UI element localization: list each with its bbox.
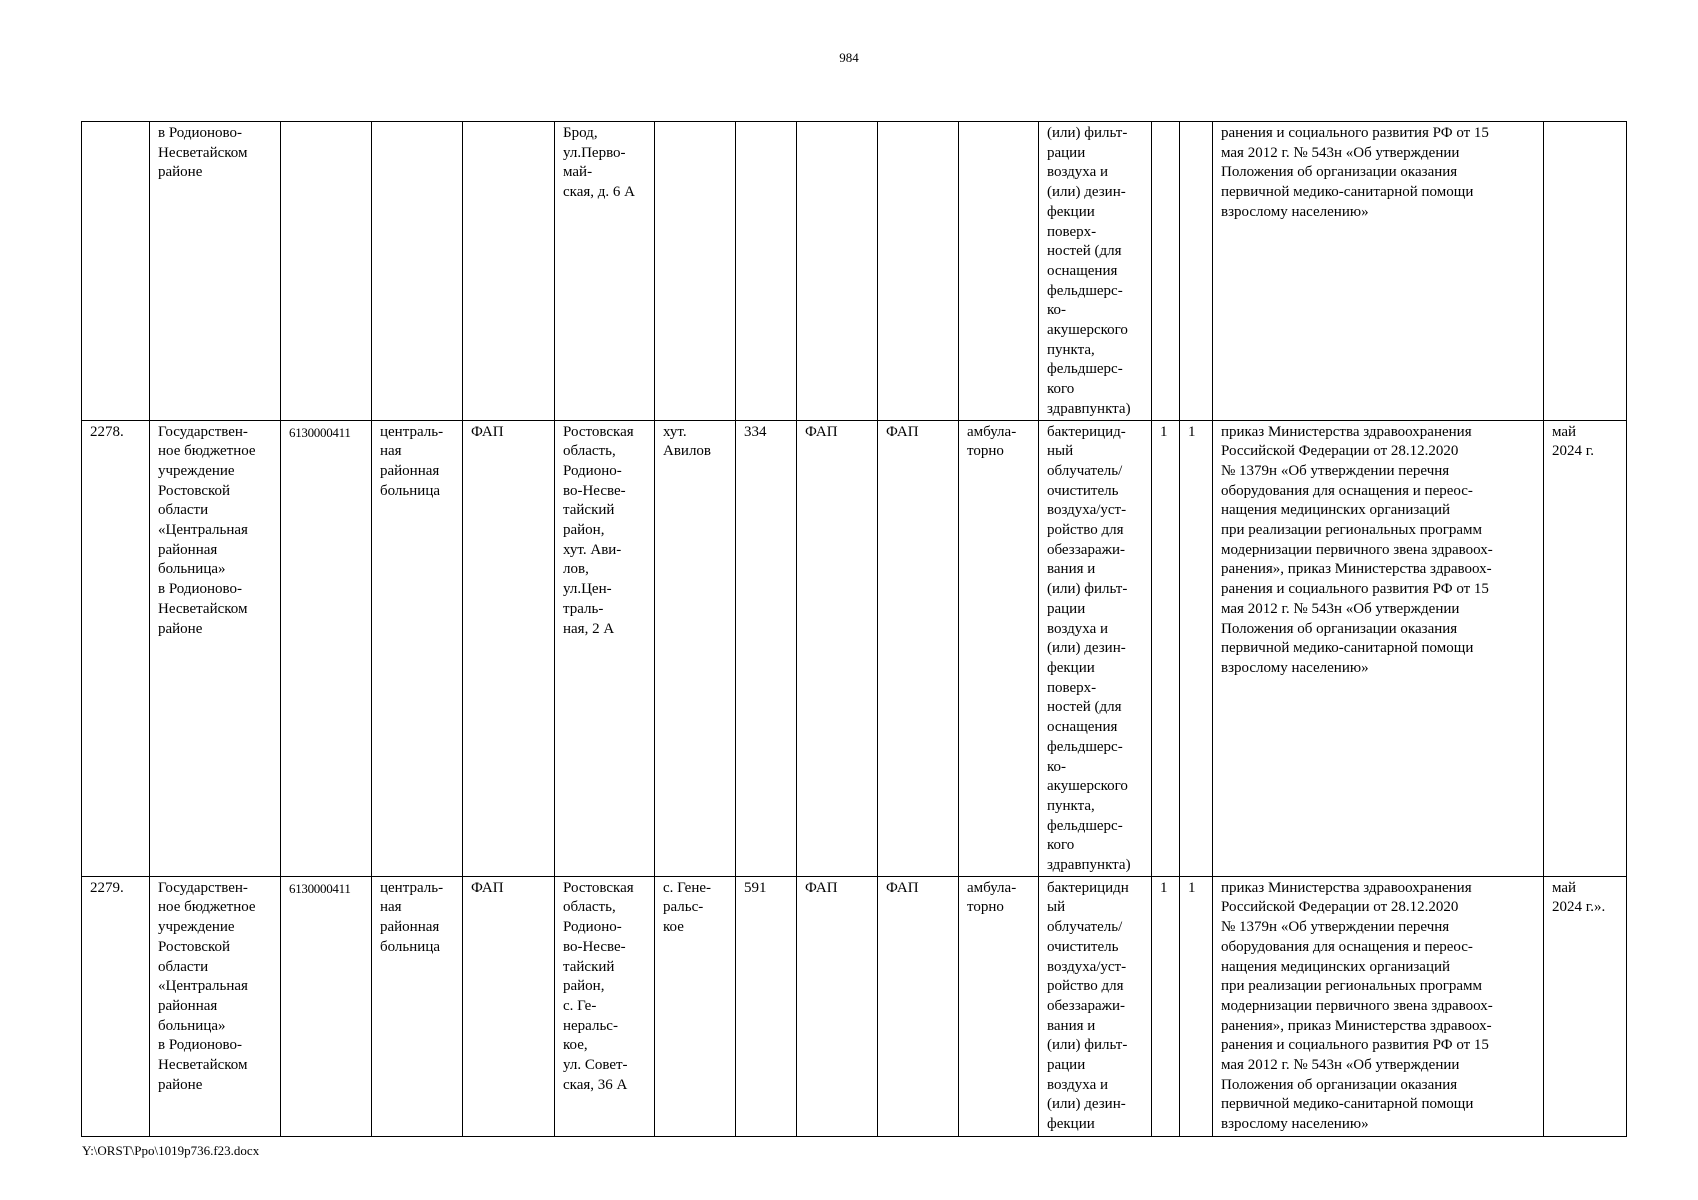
- cell-settlement: с. Гене- ральс- кое: [655, 876, 736, 1136]
- cell-deadline: май 2024 г.».: [1544, 876, 1627, 1136]
- cell-facility: ФАП: [797, 876, 878, 1136]
- cell-object: ФАП: [463, 420, 555, 876]
- cell-num: 2279.: [82, 876, 150, 1136]
- cell-equipment: бактерицидн ый облучатель/ очиститель воздуха/уст- ройство для обеззаражи- вания и (или) фильт- рации воздуха и (или) дезин- фекции: [1039, 876, 1152, 1136]
- cell-deadline: май 2024 г.: [1544, 420, 1627, 876]
- cell-facility2: ФАП: [878, 876, 959, 1136]
- table-row: [82, 420, 1627, 876]
- cell-basis: ранения и социального развития РФ от 15 мая 2012 г. № 543н «Об утверждении Положения об организации оказания первичной медико-санитарной помощи взрослому населению»: [1213, 122, 1544, 421]
- cell-type: централь- ная районная больница: [372, 420, 463, 876]
- cell-care-form: амбула- торно: [959, 420, 1039, 876]
- cell-num: 2278.: [82, 420, 150, 876]
- cell-care-form: амбула- торно: [959, 876, 1039, 1136]
- cell-care-form: [959, 122, 1039, 421]
- cell-facility: [797, 122, 878, 421]
- cell-facility: ФАП: [797, 420, 878, 876]
- cell-code: [281, 122, 372, 421]
- cell-qty1: 1: [1152, 420, 1180, 876]
- cell-type: централь- ная районная больница: [372, 876, 463, 1136]
- cell-basis: приказ Министерства здравоохранения Российской Федерации от 28.12.2020 № 1379н «Об утверждении перечня оборудования для оснащения и переос- нащения медицинских организаций при реализации региональных программ модернизации первичного звена здравоох- ранения», приказ Министерства здравоох- ранения и социального развития РФ от 15 мая 2012 г. № 543н «Об утверждении Положения об организации оказания первичной медико-санитарной помощи взрослому населению»: [1213, 876, 1544, 1136]
- cell-institution: Государствен- ное бюджетное учреждение Ростовской области «Центральная районная больница» в Родионово- Несветайском районе: [150, 420, 281, 876]
- cell-qty2: 1: [1180, 420, 1213, 876]
- cell-institution: в Родионово- Несветайском районе: [150, 122, 281, 421]
- cell-address: Ростовская область, Родионо- во-Несве- тайский район, хут. Ави- лов, ул.Цен- траль- ная, 2 А: [555, 420, 655, 876]
- cell-qty1: [1152, 122, 1180, 421]
- cell-code: 6130000411: [281, 420, 372, 876]
- footer-file-path: Y:\ORST\Ppo\1019p736.f23.docx: [82, 1143, 260, 1158]
- cell-facility2: ФАП: [878, 420, 959, 876]
- cell-settlement: [655, 122, 736, 421]
- cell-equipment: бактерицид- ный облучатель/ очиститель воздуха/уст- ройство для обеззаражи- вания и (или) фильт- рации воздуха и (или) дезин- фекции поверх- ностей (для оснащения фельдшерс- ко- акушерского пункта, фельдшерс- кого здравпункта): [1039, 420, 1152, 876]
- cell-num: [82, 122, 150, 421]
- cell-address: Брод, ул.Перво- май- ская, д. 6 А: [555, 122, 655, 421]
- cell-population: 591: [736, 876, 797, 1136]
- equipment-table: [81, 121, 1627, 1137]
- cell-population: 334: [736, 420, 797, 876]
- cell-code: 6130000411: [281, 876, 372, 1136]
- cell-basis: приказ Министерства здравоохранения Российской Федерации от 28.12.2020 № 1379н «Об утверждении перечня оборудования для оснащения и переос- нащения медицинских организаций при реализации региональных программ модернизации первичного звена здравоох- ранения», приказ Министерства здравоох- ранения и социального развития РФ от 15 мая 2012 г. № 543н «Об утверждении Положения об организации оказания первичной медико-санитарной помощи взрослому населению»: [1213, 420, 1544, 876]
- cell-population: [736, 122, 797, 421]
- cell-qty2: 1: [1180, 876, 1213, 1136]
- cell-type: [372, 122, 463, 421]
- cell-deadline: [1544, 122, 1627, 421]
- cell-address: Ростовская область, Родионо- во-Несве- тайский район, с. Ге- неральс- кое, ул. Совет- ская, 36 А: [555, 876, 655, 1136]
- cell-settlement: хут. Авилов: [655, 420, 736, 876]
- page-number: 984: [839, 50, 859, 65]
- cell-qty2: [1180, 122, 1213, 421]
- cell-equipment: (или) фильт- рации воздуха и (или) дезин- фекции поверх- ностей (для оснащения фельдшерс- ко- акушерского пункта, фельдшерс- кого здравпункта): [1039, 122, 1152, 421]
- cell-facility2: [878, 122, 959, 421]
- table-row: [82, 876, 1627, 1136]
- cell-institution: Государствен- ное бюджетное учреждение Ростовской области «Центральная районная больница» в Родионово- Несветайском районе: [150, 876, 281, 1136]
- table-row: [82, 122, 1627, 421]
- cell-object: [463, 122, 555, 421]
- cell-qty1: 1: [1152, 876, 1180, 1136]
- cell-object: ФАП: [463, 876, 555, 1136]
